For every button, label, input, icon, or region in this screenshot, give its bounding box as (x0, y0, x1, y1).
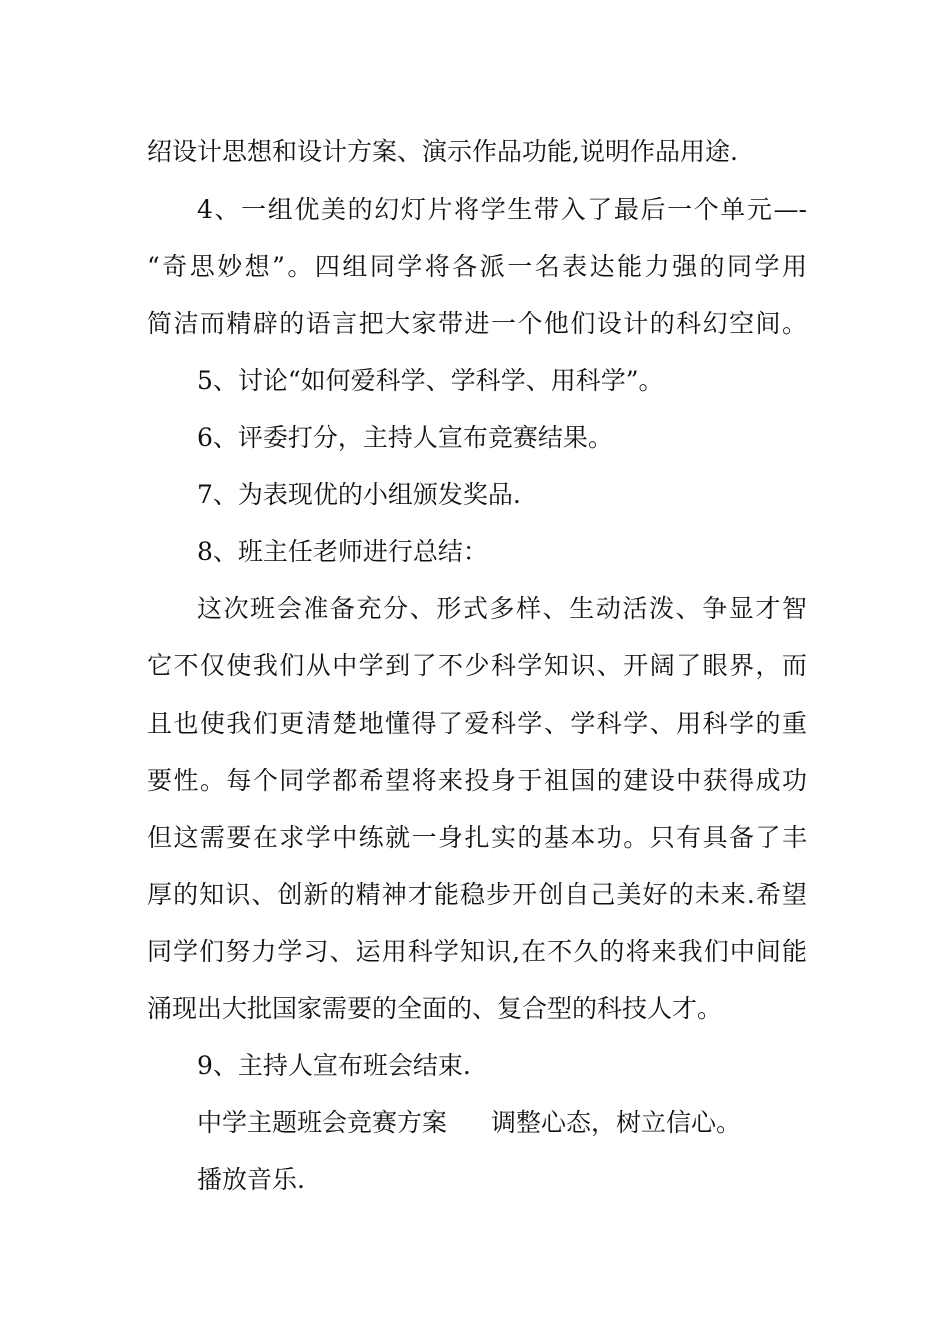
closing-line: 播放音乐. (197, 1165, 305, 1194)
list-item-9: 9、主持人宣布班会结束. (197, 1051, 471, 1080)
section-heading-line (197, 1107, 807, 1139)
list-item-8: 8、班主任老师进行总结： (197, 537, 488, 566)
list-item-6: 6、评委打分，主持人宣布竞赛结果。 (197, 423, 613, 452)
paragraph-line: 简洁而精辟的语言把大家带进一个他们设计的科幻空间。 (147, 309, 807, 338)
list-item-5: 5、讨论“如何爱科学、学科学、用科学”。 (197, 366, 664, 395)
summary-line: 要性。每个同学都希望将来投身于祖国的建设中获得成功 (147, 766, 807, 795)
section-title: 中学主题班会竞赛方案 (197, 1108, 448, 1137)
paragraph-line: 绍设计思想和设计方案、演示作品功能,说明作品用途. (147, 137, 738, 166)
summary-line: 涌现出大批国家需要的全面的、复合型的科技人才。 (147, 994, 723, 1023)
summary-line: 厚的知识、创新的精神才能稳步开创自己美好的未来.希望 (147, 880, 807, 909)
list-item-7: 7、为表现优的小组颁发奖品. (197, 480, 521, 509)
summary-line: 这次班会准备充分、形式多样、生动活泼、争显才智 (197, 594, 807, 623)
summary-line: 但这需要在求学中练就一身扎实的基本功。只有具备了丰 (147, 823, 807, 852)
paragraph-line: “奇思妙想”。四组同学将各派一名表达能力强的同学用 (147, 252, 807, 281)
summary-line: 且也使我们更清楚地懂得了爱科学、学科学、用科学的重 (147, 709, 807, 738)
summary-line: 同学们努力学习、运用科学知识,在不久的将来我们中间能 (147, 937, 807, 966)
summary-line: 它不仅使我们从中学到了不少科学知识、开阔了眼界，而 (147, 651, 807, 680)
section-subtitle: 调整心态，树立信心。 (491, 1108, 742, 1137)
list-item-4: 4、一组优美的幻灯片将学生带入了最后一个单元—- (197, 195, 807, 224)
